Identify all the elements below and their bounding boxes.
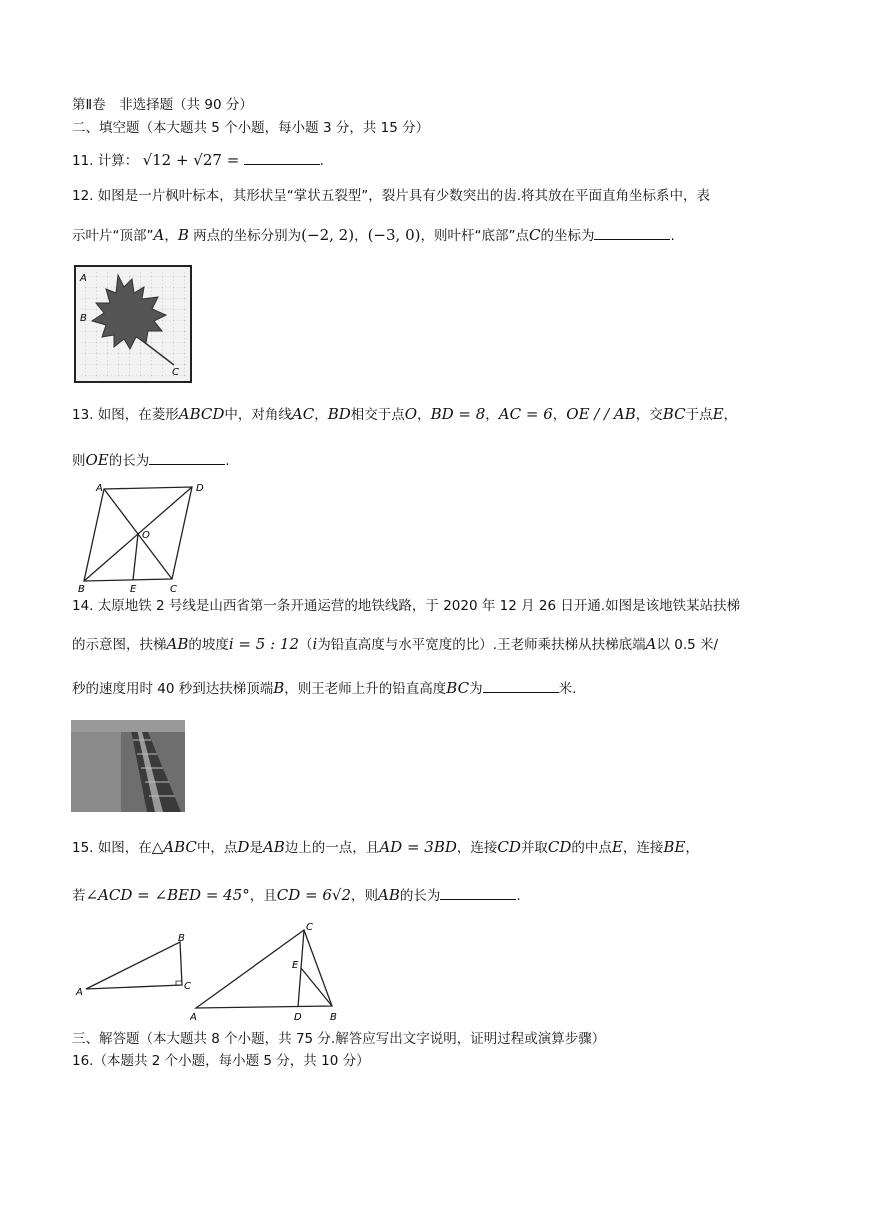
q11-period: . [319,153,324,169]
q13-text: 的长为 [108,453,150,469]
fig-label-b: B [330,1012,337,1022]
q15-line-1 [72,838,699,857]
fig-label-b: B [78,584,85,595]
fig-label-o: O [142,530,150,541]
q14-unit: 米. [558,681,577,697]
q13-text: 于点 [685,407,713,423]
q12-point-b: B [177,226,189,244]
q13-oe: OE [85,451,109,469]
triangle-abc-2 [196,930,332,1008]
q13-text: 中，对角线 [224,407,292,423]
section-3-header: 三、解答题（本大题共 8 个小题，共 75 分.解答应写出文字说明，证明过程或演算步骤） [72,1031,606,1047]
triangle-abc-1 [86,942,182,989]
fig-label-a: A [76,987,83,998]
fig-label-d: D [196,483,204,494]
maple-leaf-figure [74,265,192,387]
q15-sep: ， [685,840,699,856]
q15-text: 并取 [520,840,548,856]
q15-e: E [611,838,623,856]
q13-text: 13. 如图，在菱形 [72,407,179,423]
q15-text: 15. 如图，在 [72,840,152,856]
q12-answer-blank [594,227,670,240]
q13-text: 则 [72,453,86,469]
q12-point-c: C [528,226,541,244]
q15-text: ，且 [249,888,277,904]
q14-text: 的坡度 [188,637,229,653]
q12-text: ，则叶杆“底部”点 [420,228,529,244]
q15-cd: CD [497,838,521,856]
q13-sep: ， [723,407,738,423]
fig-label-e: E [130,584,137,595]
fig-label-c: C [172,367,179,378]
q15-text: ，连接 [456,840,498,856]
q11-number: 11. 计算： [72,153,139,169]
fig-label-c: C [170,584,177,595]
q13-bd: BD [327,405,351,423]
q14-b: B [273,679,285,697]
q12-period: . [670,228,675,244]
q11-answer-blank [244,152,320,165]
q14-text: （ [298,637,313,653]
q15-text: 中，点 [196,840,238,856]
q12-text: 示叶片“顶部” [72,228,154,244]
q12-text: 的坐标为 [540,228,595,244]
q12-coord-b: (−3, 0) [367,226,421,244]
q15-answer-blank [440,887,516,900]
q13-rhombus: ABCD [178,405,225,423]
q14-text: 为铅直高度与水平宽度的比）.王老师乘扶梯从扶梯底端 [317,637,646,653]
q13-text: ，交 [635,407,663,423]
q15-text: 的长为 [399,888,441,904]
q13-line-2 [72,451,230,470]
q13-sep: ， [417,407,431,423]
q14-bc: BC [446,679,470,697]
q15-ab: AB [378,886,400,904]
q14-line-1: 14. 太原地铁 2 号线是山西省第一条开通运营的地铁线路，于 2020 年 12 月 26 日开通.如图是该地铁某站扶梯 [72,598,741,614]
q14-i: i [312,635,318,653]
q13-sep: ， [314,407,328,423]
fig-label-e: E [292,960,299,971]
q15-text: 边上的一点，且 [284,840,380,856]
fig-label-c: C [306,922,313,933]
q15-be: BE [663,838,686,856]
segment-oe [133,534,138,580]
q15-cd-value: CD = 6√2 [276,886,352,904]
fig-label-a: A [96,483,103,494]
q12-sep: ， [354,228,368,244]
q11-expression: √12 + √27 = [142,151,240,169]
q15-text: 的中点 [571,840,612,856]
q15-text: 若 [72,888,86,904]
q15-cd: CD [547,838,572,856]
q14-text: 的示意图，扶梯 [72,637,167,653]
section-2-header: 第Ⅱ卷 非选择题（共 90 分） [72,97,253,113]
question-16-header: 16.（本题共 2 个小题，每小题 5 分，共 10 分） [72,1053,370,1069]
fig-label-a: A [190,1012,197,1022]
q15-d: D [237,838,250,856]
q15-period: . [516,888,521,904]
q13-sep: ， [485,407,499,423]
q14-text: ，则王老师上升的铅直高度 [284,681,447,697]
q15-ad-eq: AD = 3BD [379,838,457,856]
q15-text: ，则 [351,888,379,904]
q14-text: 以 0.5 米/ [656,637,719,653]
q12-coord-a: (−2, 2) [301,226,355,244]
q14-text: 为 [469,681,483,697]
triangle-figure-1 [74,932,194,1002]
q15-angles: ∠ACD = ∠BED = 45° [85,886,250,904]
q15-ab: AB [262,838,285,856]
fig-label-a: A [80,273,87,284]
fig-label-d: D [294,1012,302,1022]
q15-text: ，连接 [622,840,664,856]
q13-ac: AC [291,405,315,423]
q12-point-a: A [153,226,165,244]
q13-o: O [404,405,418,423]
q14-ab: AB [166,635,189,653]
fill-in-part-header: 二、填空题（本大题共 5 个小题，每小题 3 分，共 15 分） [72,120,430,136]
q13-parallel: OE / / AB [566,405,636,423]
q15-text: 是 [249,840,263,856]
q14-answer-blank [483,680,559,693]
segment-be [301,968,332,1006]
q12-line-1: 12. 如图是一片枫叶标本，其形状呈“掌状五裂型”，裂片具有少数突出的齿.将其放在平面直角坐标系中，表 [72,188,711,204]
q13-ac-value: AC = 6 [498,405,553,423]
fig-label-b: B [80,313,87,324]
q14-line-3 [72,679,576,698]
q15-triangle: △ABC [151,838,197,856]
fig-label-b: B [178,933,185,944]
q12-line-2 [72,226,675,245]
question-11 [72,151,324,170]
escalator-photo [71,720,185,816]
q13-bd-value: BD = 8 [430,405,486,423]
triangle-figure-2 [190,920,350,1026]
q13-bc: BC [662,405,686,423]
q13-e: E [712,405,724,423]
fig-label-c: C [184,981,191,992]
q13-sep: ， [552,407,567,423]
q12-text: 两点的坐标分别为 [188,228,302,244]
q14-line-2 [72,635,718,654]
q15-line-2 [72,886,521,905]
q14-text: 秒的速度用时 40 秒到达扶梯顶端 [72,681,274,697]
q14-slope: i = 5 : 12 [228,635,299,653]
q13-period: . [225,453,230,469]
q14-a: A [645,635,657,653]
q12-sep: ， [164,228,178,244]
q13-answer-blank [149,452,225,465]
q13-text: 相交于点 [350,407,405,423]
rhombus-figure [72,479,212,601]
q13-line-1 [72,405,737,424]
